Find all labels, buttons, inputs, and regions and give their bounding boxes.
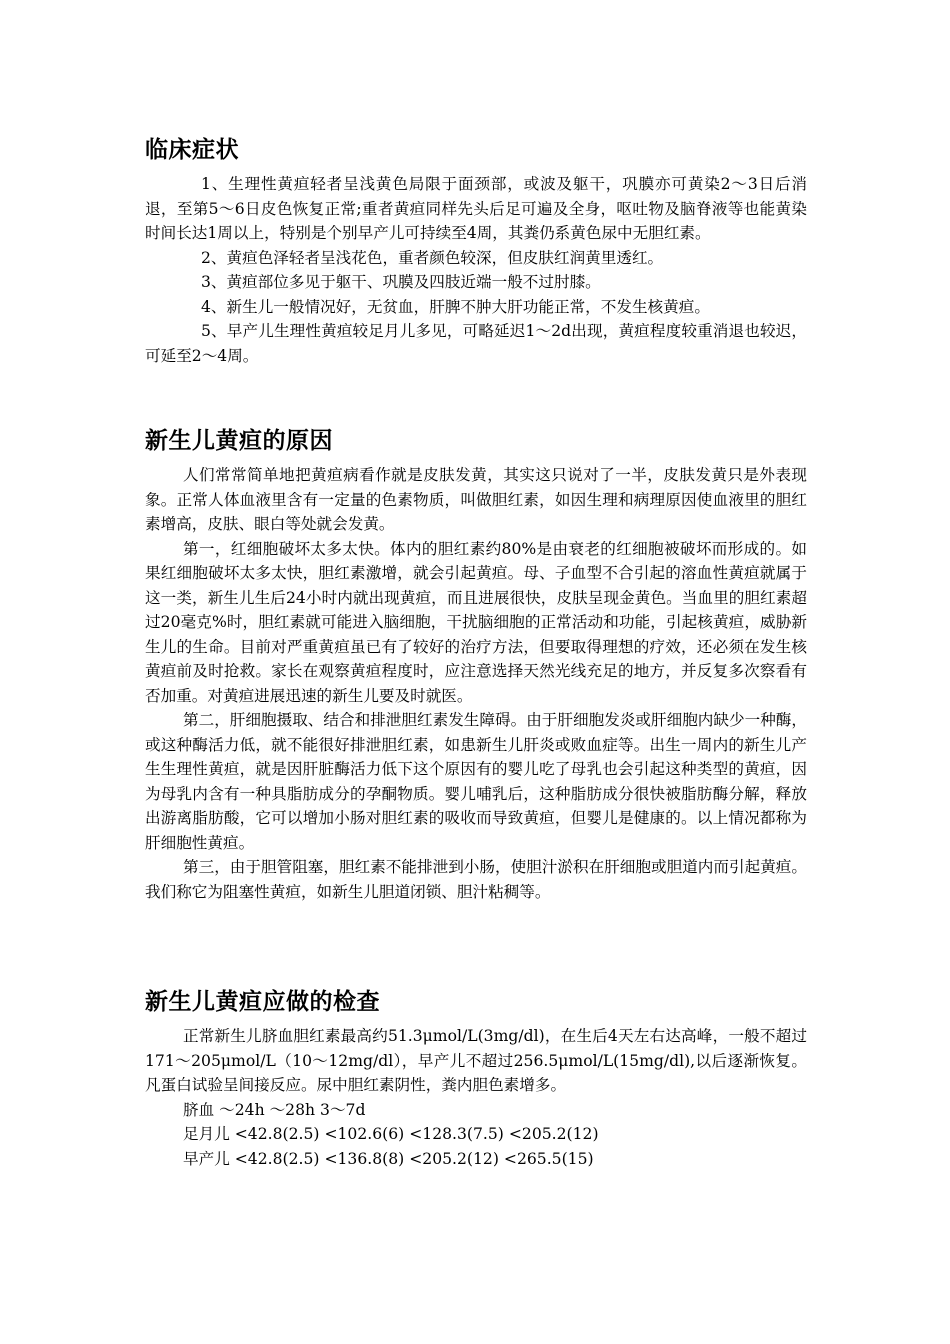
bilirubin-table-header-row: 脐血 ～24h ～28h 3～7d <box>183 1100 366 1119</box>
section-heading: 临床症状 <box>145 137 239 163</box>
paragraph: 4、新生儿一般情况好，无贫血，肝脾不肿大肝功能正常，不发生核黄疸。 <box>201 297 710 316</box>
paragraph: 第二，肝细胞摄取、结合和排泄胆红素发生障碍。由于肝细胞发炎或肝细胞内缺少一种酶，或这种酶活力低，就不能很好排泄胆红素，如患新生儿肝炎或败血症等。出生一周内的新生儿产生生理性黄疸，就是因肝脏酶活力低下这个原因有的婴儿吃了母乳也会引起这种类型的黄疸，因为母乳内含有一种具脂肪成分的孕酮物质。婴儿哺乳后，这种脂肪成分很快被脂肪酶分解，释放出游离脂肪酸，它可以增加小肠对胆红素的吸收而导致黄疸，但婴儿是健康的。以上情况都称为肝细胞性黄疸。 <box>145 711 807 852</box>
paragraph: 2、黄疸色泽轻者呈浅花色，重者颜色较深，但皮肤红润黄里透红。 <box>201 248 664 267</box>
bilirubin-table-row-premature: 早产儿 <42.8(2.5) <136.8(8) <205.2(12) <265.5(15) <box>183 1149 594 1168</box>
paragraph: 1、生理性黄疸轻者呈浅黄色局限于面颈部，或波及躯干，巩膜亦可黄染2～3日后消退，至第5～6日皮色恢复正常;重者黄疸同样先头后足可遍及全身，呕吐物及脑脊液等也能黄染时间长达1周以上，特别是个别早产儿可持续至4周，其粪仍系黄色尿中无胆红素。 <box>145 175 807 242</box>
paragraph: 5、早产儿生理性黄疸较足月儿多见，可略延迟1～2d出现，黄疸程度较重消退也较迟，可延至2～4周。 <box>145 322 807 365</box>
paragraph: 人们常常简单地把黄疸病看作就是皮肤发黄，其实这只说对了一半，皮肤发黄只是外表现象。正常人体血液里含有一定量的色素物质，叫做胆红素，如因生理和病理原因使血液里的胆红素增高，皮肤、眼白等处就会发黄。 <box>145 466 807 533</box>
section-heading: 新生儿黄疸应做的检查 <box>145 989 380 1015</box>
bilirubin-table-row-full-term: 足月儿 <42.8(2.5) <102.6(6) <128.3(7.5) <205.2(12) <box>183 1125 599 1143</box>
paragraph: 正常新生儿脐血胆红素最高约51.3μmol/L(3mg/dl)，在生后4天左右达高峰，一般不超过171～205μmol/L（10～12mg/dl），早产儿不超过256.5μmol/L(15mg/dl),以后逐渐恢复。凡蛋白试验呈间接反应。尿中胆红素阴性，粪内胆色素增多。 <box>145 1027 807 1094</box>
section-heading: 新生儿黄疸的原因 <box>145 428 333 454</box>
paragraph: 第一，红细胞破坏太多太快。体内的胆红素约80%是由衰老的红细胞被破坏而形成的。如果红细胞破坏太多太快，胆红素激增，就会引起黄疸。母、子血型不合引起的溶血性黄疸就属于这一类，新生儿生后24小时内就出现黄疸，而且进展很快，皮肤呈现金黄色。当血里的胆红素超过20毫克%时，胆红素就可能进入脑细胞，干扰脑细胞的正常活动和功能，引起核黄疸，威胁新生儿的生命。目前对严重黄疸虽已有了较好的治疗方法，但要取得理想的疗效，还必须在发生核黄疸前及时抢救。家长在观察黄疸程度时，应注意选择天然光线充足的地方，并反复多次察看有否加重。对黄疸进展迅速的新生儿要及时就医。 <box>145 539 807 705</box>
paragraph: 第三，由于胆管阻塞，胆红素不能排泄到小肠，使胆汁淤积在肝细胞或胆道内而引起黄疸。我们称它为阻塞性黄疸，如新生儿胆道闭锁、胆汁粘稠等。 <box>145 858 807 901</box>
section-causes <box>145 425 807 904</box>
section-examinations <box>145 986 807 1171</box>
paragraph: 3、黄疸部位多见于躯干、巩膜及四肢近端一般不过肘膝。 <box>201 273 601 291</box>
section-clinical-symptoms <box>145 134 807 368</box>
